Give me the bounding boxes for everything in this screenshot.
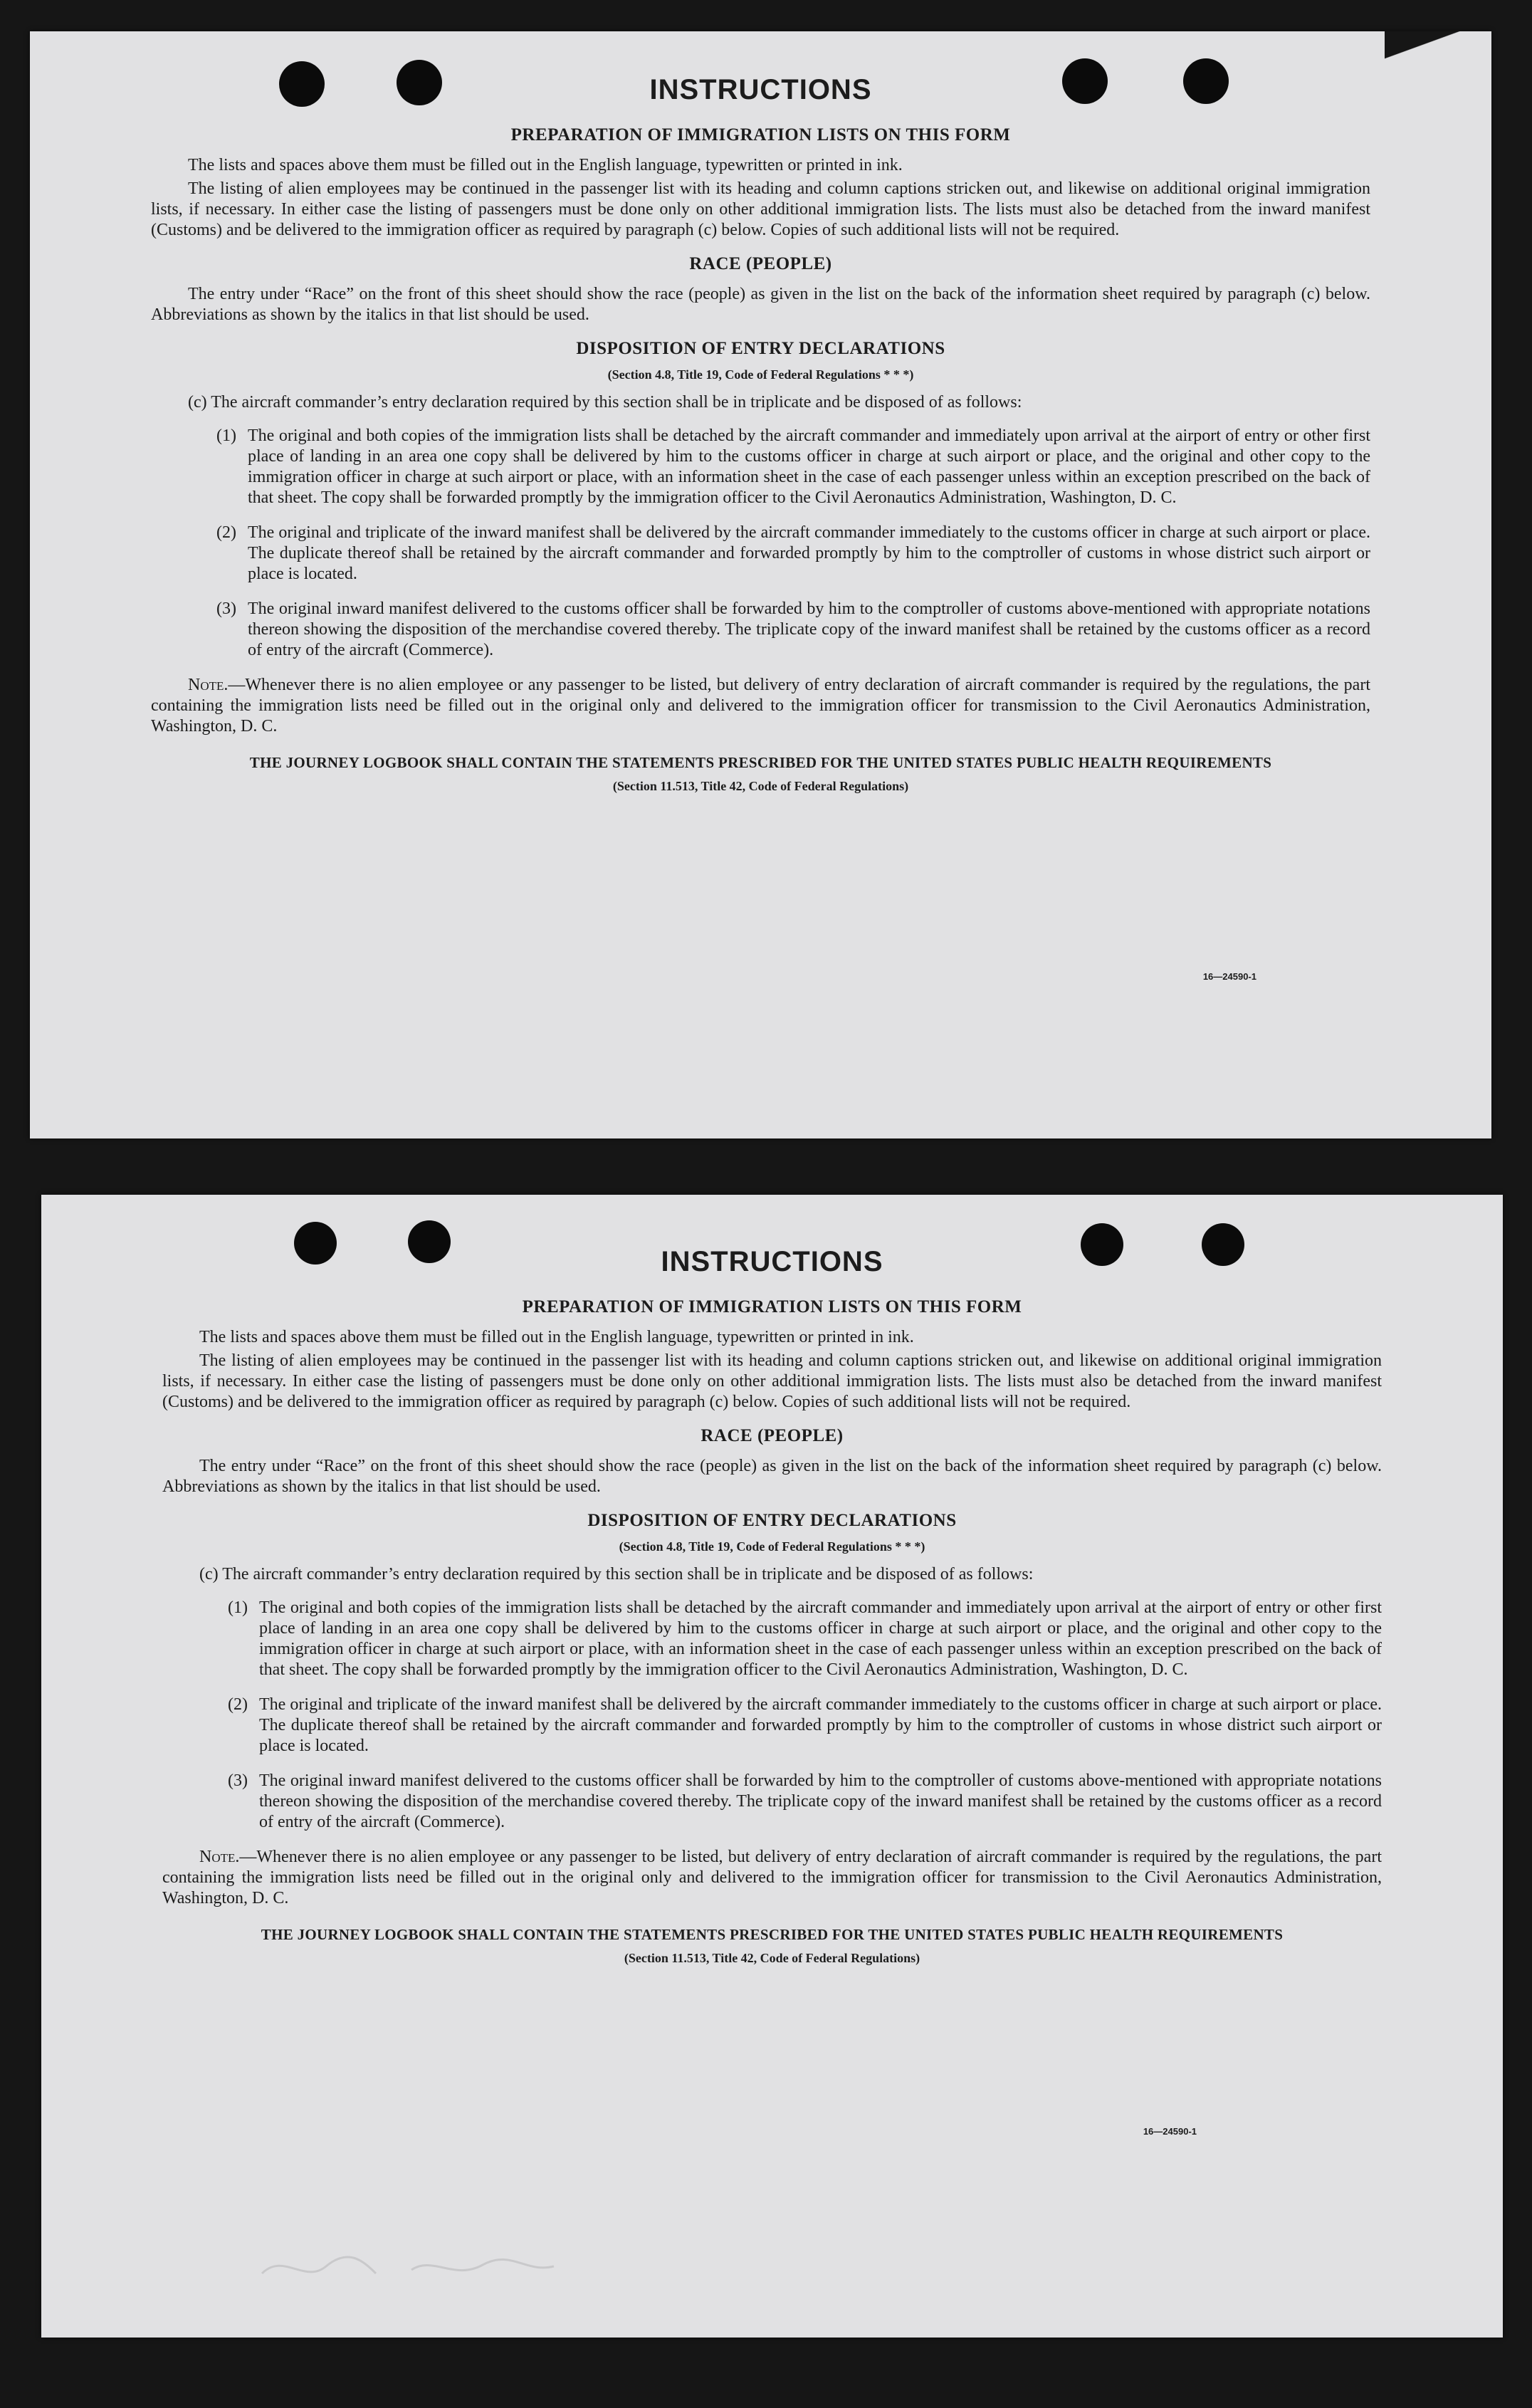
journey-statement: THE JOURNEY LOGBOOK SHALL CONTAIN THE STATEMENTS PRESCRIBED FOR THE UNITED STATES PUBLIC HEALTH REQUIREMENTS <box>249 754 1272 771</box>
page-title: INSTRUCTIONS <box>661 1246 883 1277</box>
item-number: (3) <box>216 600 236 618</box>
disposition-intro: (c) The aircraft commander’s entry declaration required by this section shall be in triplicate and be disposed of as follows: <box>188 393 1022 412</box>
race-paragraph: The entry under “Race” on the front of this sheet should show the race (people) as given in the list on the back of the information sheet required by paragraph (c) below. Abbreviations as shown by the italics in that list should be used. <box>162 1457 1382 1496</box>
sheet-content <box>151 74 1370 797</box>
note-label: Note. <box>188 676 229 694</box>
item-text: The original and triplicate of the inward manifest shall be delivered by the aircraft commander immediately to the customs officer in charge at such airport or place. The duplicate thereof shall be retained by the aircraft commander and forwarded promptly by him to the comptroller of customs in whose district such airport or place is located. <box>259 1695 1382 1755</box>
race-heading: RACE (PEOPLE) <box>689 254 832 273</box>
disposition-heading: DISPOSITION OF ENTRY DECLARATIONS <box>576 339 945 358</box>
item-text: The original inward manifest delivered to the customs officer shall be forwarded by him to the comptroller of customs above-mentioned with appropriate notations thereon showing the disposition of the merchandise covered thereby. The triplicate copy of the inward manifest shall be retained by the customs officer as a record of entry of the aircraft (Commerce). <box>248 600 1370 659</box>
journey-citation: (Section 11.513, Title 42, Code of Federal Regulations) <box>612 779 909 793</box>
item-number: (1) <box>228 1598 248 1617</box>
disposition-citation: (Section 4.8, Title 19, Code of Federal Regulations * * *) <box>619 1539 925 1554</box>
prep-paragraph-2: The listing of alien employees may be continued in the passenger list with its heading and column captions stricken out, and likewise on additional original immigration lists, if necessary. In either case the listing of passengers must be done only on other additional immigration lists. The lists must also be detached from the inward manifest (Customs) and be delivered to the immigration officer as required by paragraph (c) below. Copies of such additional lists will not be required. <box>162 1351 1382 1411</box>
page-title: INSTRUCTIONS <box>649 74 872 105</box>
faint-signature-mark <box>255 2245 625 2288</box>
race-heading: RACE (PEOPLE) <box>701 1426 844 1445</box>
list-item <box>228 1771 1382 1833</box>
journey-citation: (Section 11.513, Title 42, Code of Federal Regulations) <box>624 1951 920 1965</box>
prep-heading: PREPARATION OF IMMIGRATION LISTS ON THIS FORM <box>522 1297 1022 1316</box>
item-text: The original and triplicate of the inward manifest shall be delivered by the aircraft commander immediately to the customs officer in charge at such airport or place. The duplicate thereof shall be retained by the aircraft commander and forwarded promptly by him to the comptroller of customs in whose district such airport or place is located. <box>248 523 1370 583</box>
instruction-sheet-top <box>30 31 1491 1138</box>
item-text: The original and both copies of the immigration lists shall be detached by the aircraft commander and immediately upon arrival at the airport of entry or other first place of landing in an area one copy shall be delivered by him to the customs officer in charge at such airport or place, and the original and other copy to the immigration officer in charge at such airport or place, with an information sheet in the case of each passenger unless within an exception prescribed on the back of that sheet. The copy shall be forwarded promptly by the immigration officer to the Civil Aeronautics Administration, Washington, D. C. <box>248 426 1370 507</box>
form-number: 16—24590-1 <box>1202 971 1256 982</box>
note-paragraph <box>162 1847 1382 1909</box>
item-text: The original and both copies of the immigration lists shall be detached by the aircraft commander and immediately upon arrival at the airport of entry or other first place of landing in an area one copy shall be delivered by him to the customs officer in charge at such airport or place, and the original and other copy to the immigration officer in charge at such airport or place, with an information sheet in the case of each passenger unless within an exception prescribed on the back of that sheet. The copy shall be forwarded promptly by the immigration officer to the Civil Aeronautics Administration, Washington, D. C. <box>259 1598 1382 1679</box>
journey-statement: THE JOURNEY LOGBOOK SHALL CONTAIN THE STATEMENTS PRESCRIBED FOR THE UNITED STATES PUBLIC HEALTH REQUIREMENTS <box>261 1926 1284 1943</box>
item-text: The original inward manifest delivered to the customs officer shall be forwarded by him to the comptroller of customs above-mentioned with appropriate notations thereon showing the disposition of the merchandise covered thereby. The triplicate copy of the inward manifest shall be retained by the customs officer as a record of entry of the aircraft (Commerce). <box>259 1771 1382 1831</box>
form-number: 16—24590-1 <box>1143 2126 1197 2137</box>
note-paragraph <box>151 675 1370 737</box>
list-item <box>228 1695 1382 1757</box>
prep-heading: PREPARATION OF IMMIGRATION LISTS ON THIS FORM <box>510 125 1011 145</box>
item-number: (3) <box>228 1771 248 1790</box>
item-number: (2) <box>216 523 236 542</box>
prep-paragraph-2: The listing of alien employees may be continued in the passenger list with its heading and column captions stricken out, and likewise on additional original immigration lists, if necessary. In either case the listing of passengers must be done only on other additional immigration lists. The lists must also be detached from the inward manifest (Customs) and be delivered to the immigration officer as required by paragraph (c) below. Copies of such additional lists will not be required. <box>151 179 1370 239</box>
prep-paragraph-1: The lists and spaces above them must be filled out in the English language, typewritten or printed in ink. <box>199 1328 914 1346</box>
torn-corner <box>1385 31 1491 60</box>
list-item <box>228 1598 1382 1680</box>
item-number: (1) <box>216 426 236 445</box>
note-text: —Whenever there is no alien employee or any passenger to be listed, but delivery of entry declaration of aircraft commander is required by the regulations, the part containing the immigration lists need be filled out in the original only and delivered to the immigration officer for transmission to the Civil Aeronautics Administration, Washington, D. C. <box>151 676 1370 736</box>
note-text: —Whenever there is no alien employee or any passenger to be listed, but delivery of entry declaration of aircraft commander is required by the regulations, the part containing the immigration lists need be filled out in the original only and delivered to the immigration officer for transmission to the Civil Aeronautics Administration, Washington, D. C. <box>162 1848 1382 1907</box>
note-label: Note. <box>199 1848 240 1866</box>
race-paragraph: The entry under “Race” on the front of this sheet should show the race (people) as given in the list on the back of the information sheet required by paragraph (c) below. Abbreviations as shown by the italics in that list should be used. <box>151 285 1370 324</box>
disposition-citation: (Section 4.8, Title 19, Code of Federal Regulations * * *) <box>607 367 914 382</box>
prep-paragraph-1: The lists and spaces above them must be filled out in the English language, typewritten or printed in ink. <box>188 156 903 174</box>
item-number: (2) <box>228 1695 248 1714</box>
disposition-intro: (c) The aircraft commander’s entry declaration required by this section shall be in triplicate and be disposed of as follows: <box>199 1565 1034 1583</box>
sheet-content <box>162 1246 1382 1969</box>
disposition-heading: DISPOSITION OF ENTRY DECLARATIONS <box>587 1511 957 1530</box>
list-item <box>216 599 1370 661</box>
list-item <box>216 426 1370 508</box>
list-item <box>216 523 1370 585</box>
instruction-sheet-bottom <box>41 1195 1503 2338</box>
